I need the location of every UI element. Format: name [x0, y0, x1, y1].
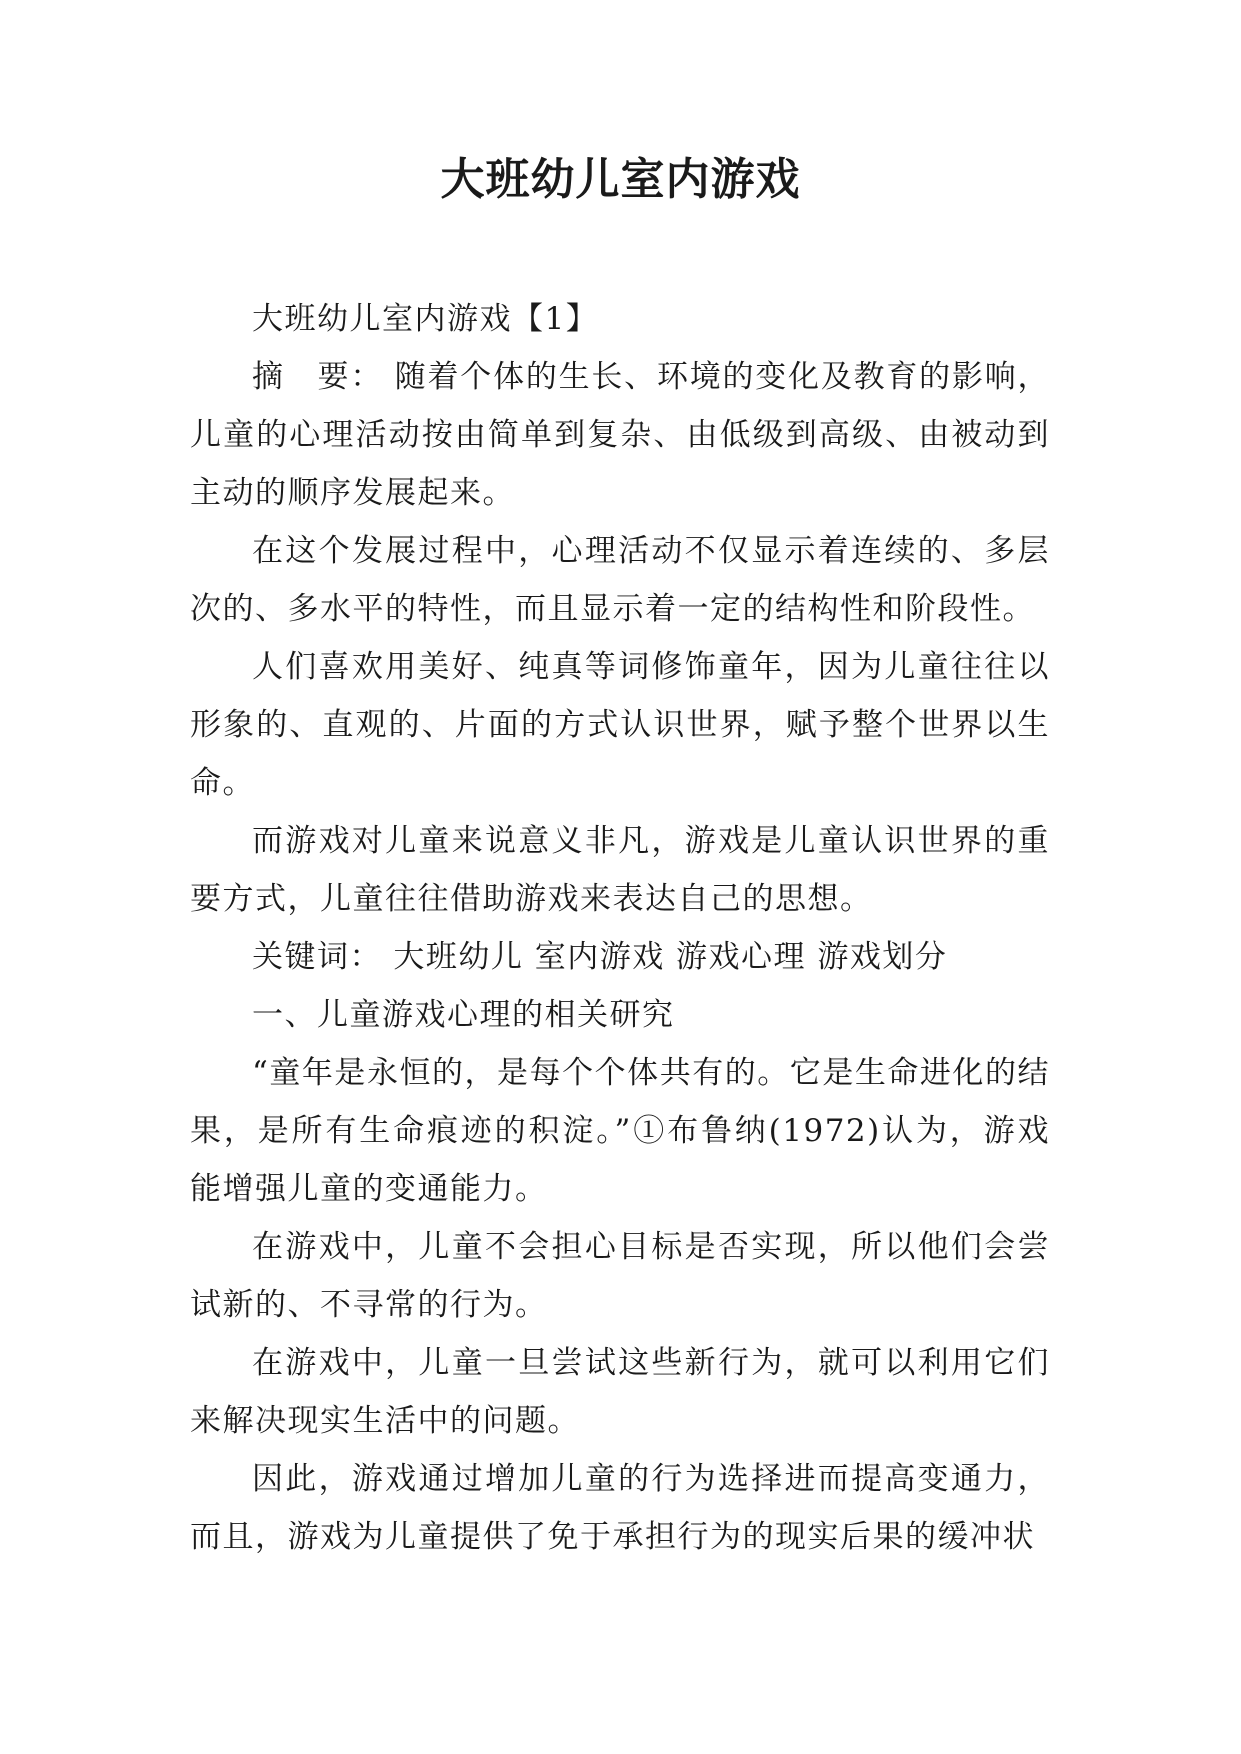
paragraph: 在游戏中，儿童一旦尝试这些新行为，就可以利用它们来解决现实生活中的问题。 [190, 1345, 1050, 1439]
paragraph: 人们喜欢用美好、纯真等词修饰童年，因为儿童往往以形象的、直观的、片面的方式认识世界，赋予整个世界以生命。 [190, 649, 1050, 801]
document-title: 大班幼儿室内游戏 [440, 154, 801, 205]
paragraph: 在这个发展过程中，心理活动不仅显示着连续的、多层次的、多水平的特性，而且显示着一定的结构性和阶段性。 [190, 533, 1050, 627]
paragraph: 而游戏对儿童来说意义非凡，游戏是儿童认识世界的重要方式，儿童往往借助游戏来表达自己的思想。 [190, 823, 1050, 917]
abstract-paragraph: 摘 要： 随着个体的生长、环境的变化及教育的影响，儿童的心理活动按由简单到复杂、由低级到高级、由被动到主动的顺序发展起来。 [190, 359, 1050, 511]
paragraph: 在游戏中，儿童不会担心目标是否实现，所以他们会尝试新的、不寻常的行为。 [190, 1229, 1050, 1323]
keywords-line: 关键词： 大班幼儿 室内游戏 游戏心理 游戏划分 [252, 939, 948, 975]
paragraph: “童年是永恒的，是每个个体共有的。它是生命进化的结果，是所有生命痕迹的积淀。”①布鲁纳(1972)认为，游戏能增强儿童的变通能力。 [190, 1055, 1050, 1207]
paragraph: 因此，游戏通过增加儿童的行为选择进而提高变通力，而且，游戏为儿童提供了免于承担行为的现实后果的缓冲状 [190, 1461, 1050, 1555]
section-heading: 一、儿童游戏心理的相关研究 [252, 997, 675, 1033]
document-body [190, 290, 1050, 1566]
section-heading: 大班幼儿室内游戏【1】 [252, 301, 599, 337]
